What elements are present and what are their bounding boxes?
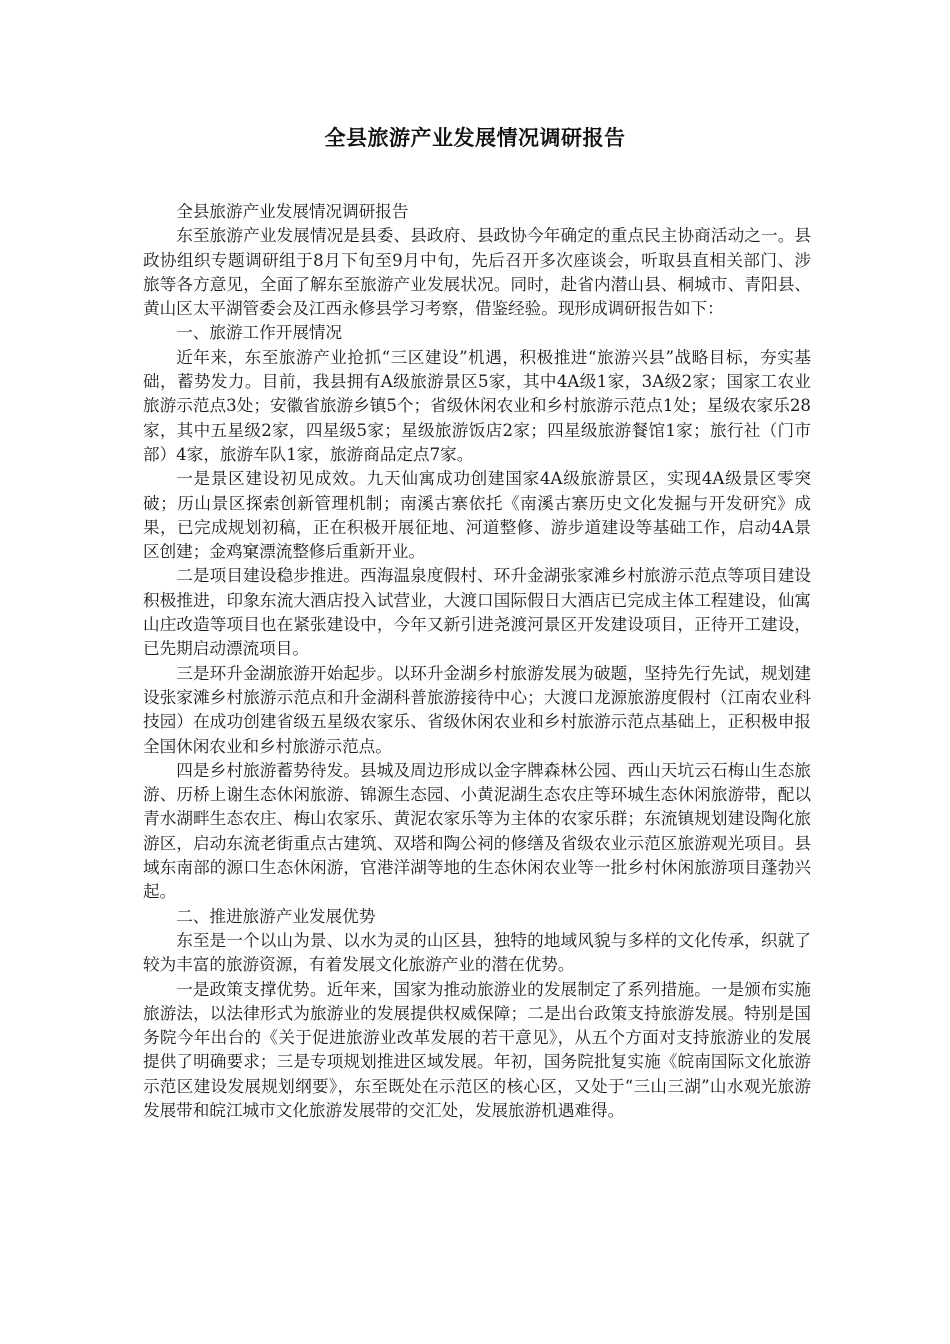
paragraph-scenic-areas: 一是景区建设初见成效。九天仙寓成功创建国家4A级旅游景区，实现4A级景区零突破；历山景区探索创新管理机制；南溪古寨依托《南溪古寨历史文化发掘与开发研究》成果，已完成规划初稿，正在积极开展征地、河道整修、游步道建设等基础工作，启动4A景区创建；金鸡窠漂流整修后重新开业。 [143,469,811,562]
document-title: 全县旅游产业发展情况调研报告 [324,126,626,150]
paragraph-overview: 近年来，东至旅游产业抢抓“三区建设”机遇，积极推进“旅游兴县”战略目标，夯实基础，蓄势发力。目前，我县拥有A级旅游景区5家，其中4A级1家，3A级2家；国家工农业旅游示范点3处；安徽省旅游乡镇5个；省级休闲农业和乡村旅游示范点1处；星级农家乐28家，其中五星级2家，四星级5家；星级旅游饭店2家；四星级旅游餐馆1家；旅行社（门市部）4家，旅游车队1家，旅游商品定点7家。 [143,347,811,464]
paragraph-policy-advantage: 一是政策支撑优势。近年来，国家为推动旅游业的发展制定了系列措施。一是颁布实施旅游法，以法律形式为旅游业的发展提供权威保障；二是出台政策支持旅游发展。特别是国务院今年出台的《关于促进旅游业改革发展的若干意见》，从五个方面对支持旅游业的发展提供了明确要求；三是专项规划推进区域发展。年初，国务院批复实施《皖南国际文化旅游示范区建设发展规划纲要》，东至既处在示范区的核心区，又处于“三山三湖”山水观光旅游发展带和皖江城市文化旅游发展带的交汇处，发展旅游机遇难得。 [143,979,811,1120]
paragraph-intro: 东至旅游产业发展情况是县委、县政府、县政协今年确定的重点民主协商活动之一。县政协组织专题调研组于8月下旬至9月中旬，先后召开多次座谈会，听取县直相关部门、涉旅等各方意见，全面了解东至旅游产业发展状况。同时，赴省内潜山县、桐城市、青阳县、黄山区太平湖管委会及江西永修县学习考察，借鉴经验。现形成调研报告如下： [143,226,811,319]
paragraph-projects: 二是项目建设稳步推进。西海温泉度假村、环升金湖张家滩乡村旅游示范点等项目建设积极推进，印象东流大酒店投入试营业，大渡口国际假日大酒店已完成主体工程建设，仙寓山庄改造等项目也在紧张建设中，今年又新引进尧渡河景区开发建设项目，正待开工建设，已先期启动漂流项目。 [143,566,811,659]
section-heading-1: 一、旅游工作开展情况 [176,323,343,343]
document-body [143,200,811,1123]
section-heading-2: 二、推进旅游产业发展优势 [176,906,376,926]
paragraph-report-heading: 全县旅游产业发展情况调研报告 [176,202,409,221]
paragraph-rural-tourism: 四是乡村旅游蓄势待发。县城及周边形成以金字牌森林公园、西山天坑云石梅山生态旅游、历桥上谢生态休闲旅游、锦源生态园、小黄泥湖生态农庄等环城生态休闲旅游带，配以青水湖畔生态农庄、梅山农家乐、黄泥农家乐等为主体的农家乐群；东流镇规划建设陶化旅游区，启动东流老街重点古建筑、双塔和陶公祠的修缮及省级农业示范区旅游观光项目。县域东南部的源口生态休闲游，官港洋湖等地的生态休闲农业等一批乡村休闲旅游项目蓬勃兴起。 [143,760,811,902]
paragraph-advantages-intro: 东至是一个以山为景、以水为灵的山区县，独特的地域风貌与多样的文化传承，织就了较为丰富的旅游资源，有着发展文化旅游产业的潜在优势。 [143,930,811,975]
paragraph-shengjin-lake: 三是环升金湖旅游开始起步。以环升金湖乡村旅游发展为破题，坚持先行先试，规划建设张家滩乡村旅游示范点和升金湖科普旅游接待中心；大渡口龙源旅游度假村（江南农业科技园）在成功创建省级五星级农家乐、省级休闲农业和乡村旅游示范点基础上，正积极申报全国休闲农业和乡村旅游示范点。 [143,663,811,756]
